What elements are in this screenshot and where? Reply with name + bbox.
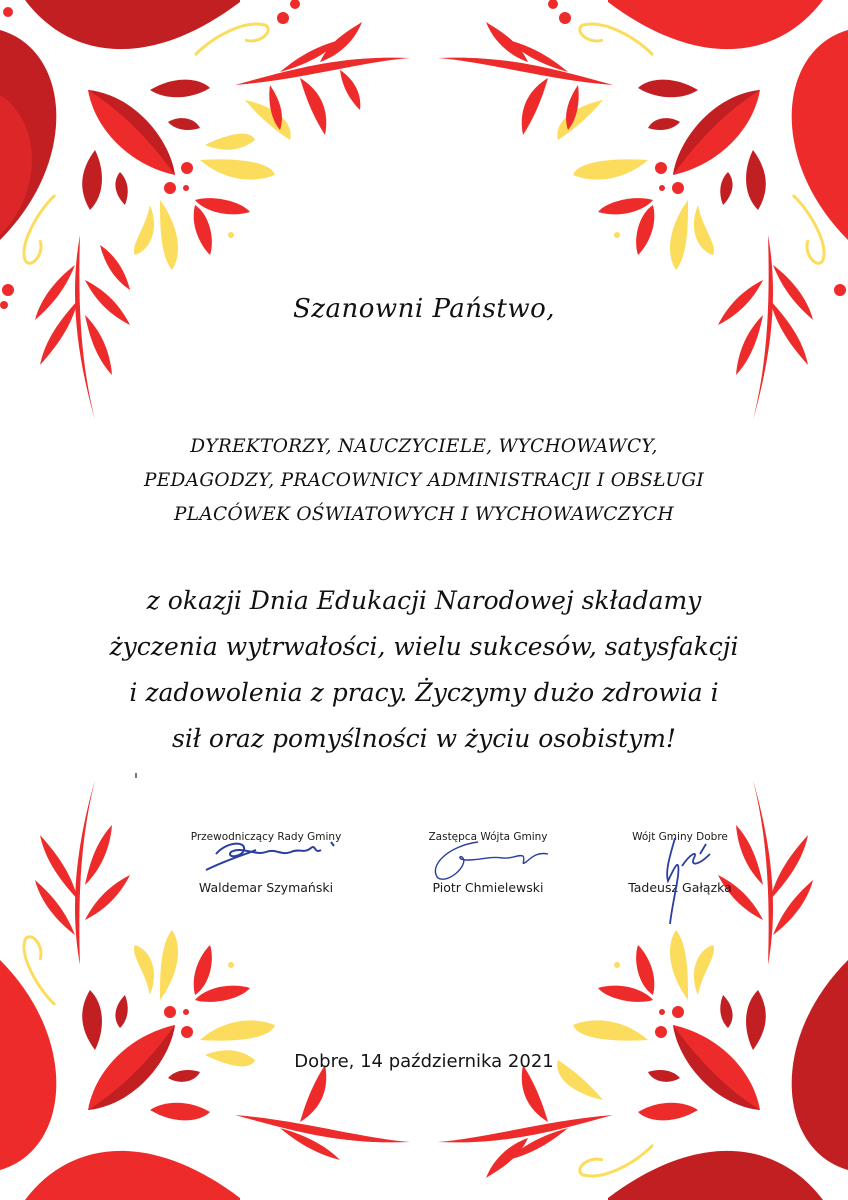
signature-name: Tadeusz Gałązka — [628, 880, 732, 895]
handwritten-signature-icon — [156, 846, 376, 880]
wishes-block — [0, 578, 848, 762]
floral-ornament-top-right — [418, 0, 848, 430]
wishes-line: z okazji Dnia Edukacji Narodowej składamy — [146, 586, 702, 615]
handwritten-signature-icon — [570, 846, 790, 880]
signature-block-mayor — [570, 828, 790, 895]
wishes-line: i zadowolenia z pracy. Życzymy dużo zdrowia i — [129, 678, 719, 707]
signature-role: Zastępca Wójta Gminy — [428, 831, 548, 843]
signature-block-deputy-mayor — [378, 828, 598, 895]
signature-block-chairman — [156, 828, 376, 895]
signature-name: Piotr Chmielewski — [432, 880, 544, 895]
salutation: Szanowni Państwo, — [292, 294, 556, 324]
recipients-block — [0, 430, 848, 532]
wishes-line: sił oraz pomyślności w życiu osobistym! — [172, 724, 676, 753]
stray-mark — [135, 773, 137, 778]
recipients-line: PEDAGODZY, PRACOWNICY ADMINISTRACJI I OBSŁUGI — [143, 470, 705, 491]
signature-role: Wójt Gminy Dobre — [632, 831, 728, 843]
wishes-line: życzenia wytrwałości, wielu sukcesów, satysfakcji — [109, 632, 739, 661]
place-and-date: Dobre, 14 października 2021 — [294, 1051, 554, 1072]
handwritten-signature-icon — [378, 846, 598, 880]
floral-ornament-top-left — [0, 0, 430, 430]
signature-name: Waldemar Szymański — [198, 880, 334, 895]
signature-role: Przewodniczący Rady Gminy — [190, 831, 342, 843]
recipients-line: PLACÓWEK OŚWIATOWYCH I WYCHOWAWCZYCH — [174, 504, 674, 525]
recipients-line: DYREKTORZY, NAUCZYCIELE, WYCHOWAWCY, — [190, 436, 658, 457]
